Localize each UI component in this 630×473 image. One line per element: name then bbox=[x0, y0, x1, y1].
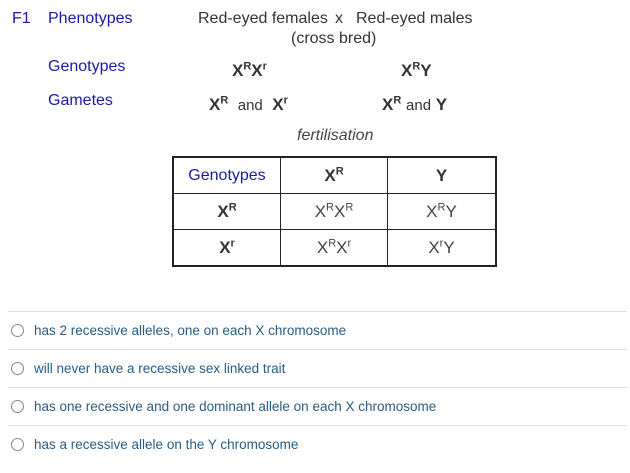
answer-option[interactable] bbox=[8, 311, 627, 349]
female-gametes: $X^R$ and $X^r$ bbox=[209, 94, 288, 114]
male-phenotype: Red-eyed males bbox=[356, 10, 473, 27]
punnett-corner-label: Genotypes bbox=[173, 157, 281, 194]
male-gametes: $X^R$ and Y bbox=[382, 94, 448, 114]
genotypes-label: Genotypes bbox=[48, 58, 126, 75]
punnett-col-header-y: Y bbox=[388, 157, 497, 194]
punnett-cell-xry: $X^RY$ bbox=[388, 194, 497, 230]
phenotypes-label: Phenotypes bbox=[48, 10, 133, 27]
answer-option[interactable] bbox=[8, 425, 627, 463]
punnett-cell-xrxr: $X^RX^R$ bbox=[281, 194, 388, 230]
answer-option[interactable] bbox=[8, 349, 627, 387]
male-genotype: $X^RY$ bbox=[401, 60, 432, 80]
female-genotype: $X^RX^r$ bbox=[232, 60, 267, 80]
cross-note: (cross bred) bbox=[291, 30, 377, 47]
answer-option-label[interactable]: will never have a recessive sex linked trait bbox=[34, 361, 286, 376]
answer-option[interactable] bbox=[8, 387, 627, 425]
cross-symbol: x bbox=[335, 10, 343, 27]
fertilisation-label: fertilisation bbox=[297, 127, 374, 144]
answer-option-label[interactable]: has a recessive allele on the Y chromosome bbox=[34, 437, 299, 452]
punnett-row-header-xr-recessive: $X^r$ bbox=[173, 230, 281, 267]
generation-label: F1 bbox=[12, 10, 31, 27]
answer-option-label[interactable]: has one recessive and one dominant allele on each X chromosome bbox=[34, 399, 437, 414]
punnett-col-header-xr: $X^R$ bbox=[281, 157, 388, 194]
punnett-cell-xry-recessive: $X^rY$ bbox=[388, 230, 497, 267]
answer-option-label[interactable]: has 2 recessive alleles, one on each X chromosome bbox=[34, 323, 347, 338]
gametes-label: Gametes bbox=[48, 92, 113, 109]
punnett-cell-xrxr-carrier: $X^RX^r$ bbox=[281, 230, 388, 267]
radio-button[interactable] bbox=[11, 362, 24, 375]
radio-button[interactable] bbox=[11, 438, 24, 451]
radio-button[interactable] bbox=[11, 400, 24, 413]
radio-button[interactable] bbox=[11, 324, 24, 337]
punnett-square bbox=[172, 156, 497, 267]
punnett-row-header-xr: $X^R$ bbox=[173, 194, 281, 230]
female-phenotype: Red-eyed females bbox=[198, 10, 328, 27]
